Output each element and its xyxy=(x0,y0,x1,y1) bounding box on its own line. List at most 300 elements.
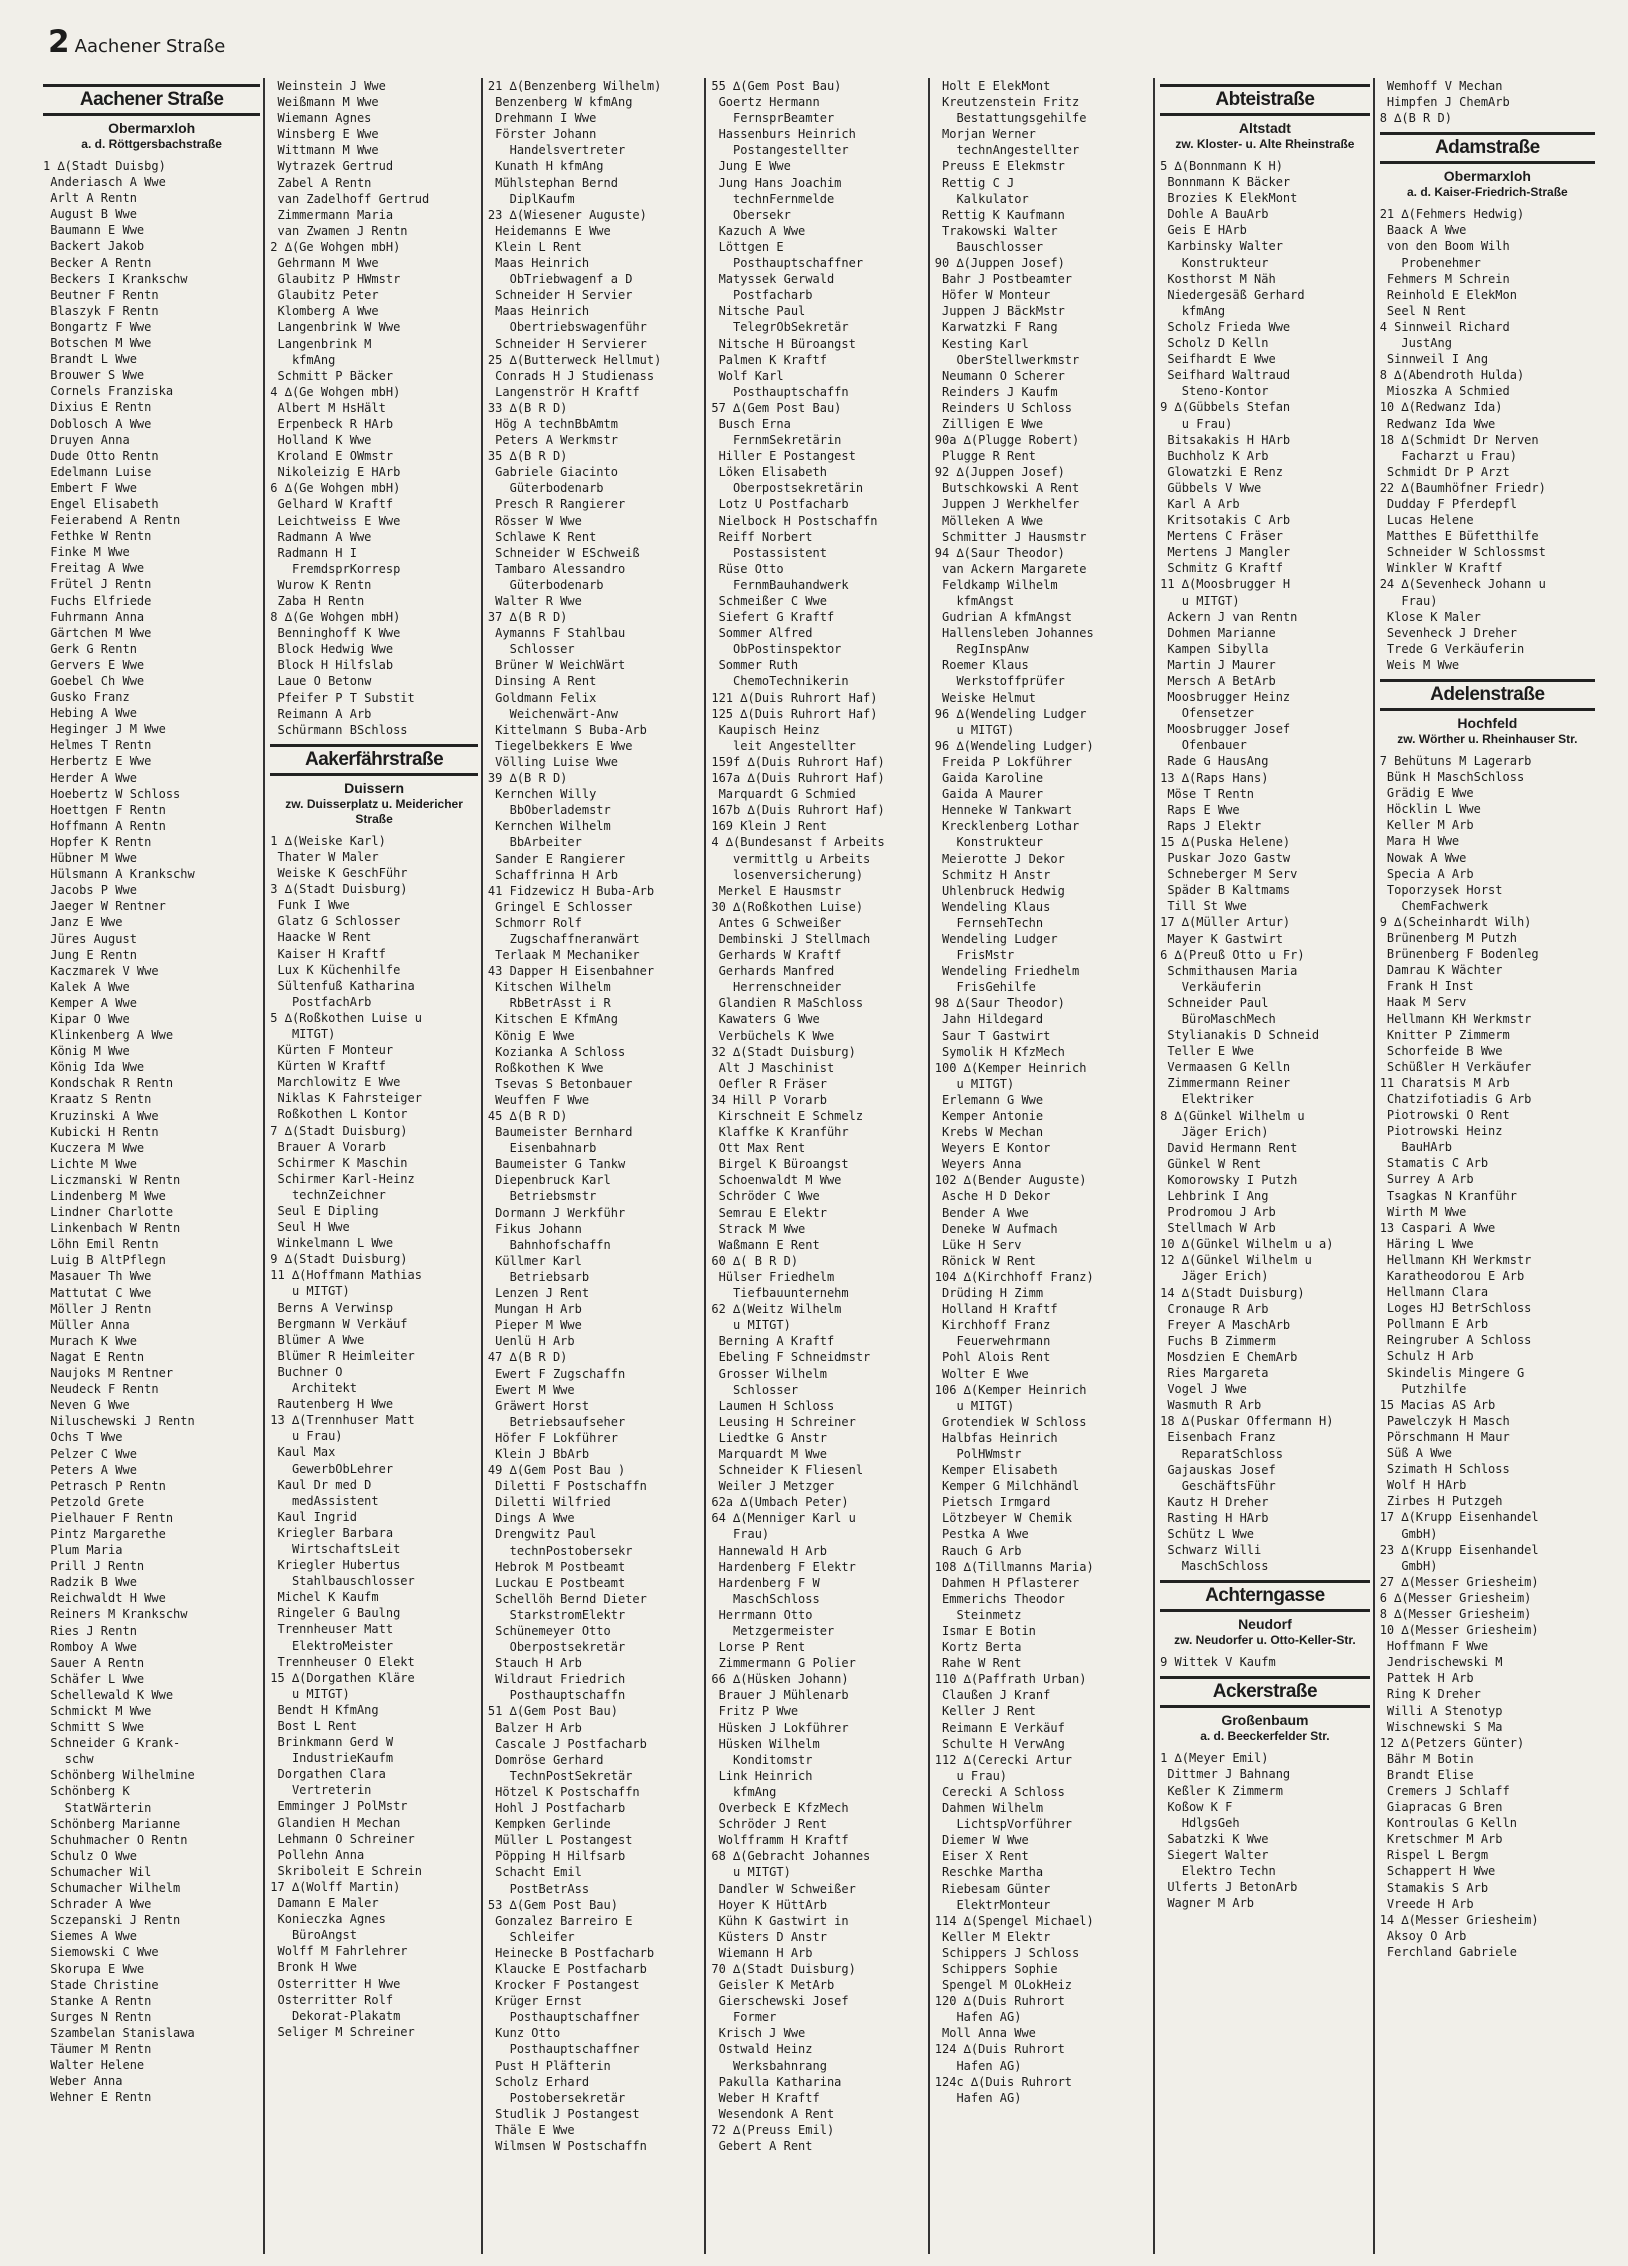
resident-entry: Marchlowitz E Wwe xyxy=(270,1075,401,1090)
resident-entry: Kraatz S Rentn xyxy=(43,1092,152,1107)
resident-entry: 2 ∆(Ge Wohgen mbH) xyxy=(270,239,401,254)
resident-entry: WirtschaftsLeit xyxy=(270,1541,401,1556)
resident-entry: Dorgathen Clara xyxy=(270,1767,386,1782)
resident-entry: Block H Hilfslab xyxy=(270,658,394,673)
resident-entry: Langenströr H Kraftf xyxy=(487,384,640,399)
resident-entry: Lindenberg M Wwe xyxy=(43,1189,166,1203)
resident-entry: Diletti Wilfried xyxy=(487,1495,611,1510)
resident-entry: Nitsche Paul xyxy=(711,304,806,319)
resident-entry: Kunz Otto xyxy=(487,2026,561,2041)
resident-entry: GeschäftsFühr xyxy=(1160,1478,1276,1493)
resident-entry: Juppen J BäckMstr xyxy=(934,304,1065,319)
resident-entry: Ries Margareta xyxy=(1160,1366,1269,1381)
resident-entry: Naujoks M Rentner xyxy=(43,1366,174,1381)
resident-entry: Goebel Ch Wwe xyxy=(43,674,145,688)
resident-entry: Sommer Ruth xyxy=(711,658,799,673)
resident-entry: Raps J Elektr xyxy=(1160,818,1262,833)
resident-entry: Siegert Walter xyxy=(1160,1847,1269,1862)
resident-entry: 8 ∆(Ge Wohgen mbH) xyxy=(270,610,401,625)
resident-entry: 43 Dapper H Eisenbahner xyxy=(487,964,655,979)
resident-entry: Schlosser xyxy=(487,642,575,657)
resident-entry: Kalkulator xyxy=(934,191,1029,206)
resident-entry: Weber Anna xyxy=(43,2074,123,2089)
resident-entry: Gerhards Manfred xyxy=(711,964,835,979)
resident-entry: u MITGT) xyxy=(934,1076,1015,1091)
resident-entry: Schönberg Wilhelmine xyxy=(43,1768,195,1783)
resident-entry: Pelzer C Wwe xyxy=(43,1446,137,1461)
resident-entry: Stellmach W Arb xyxy=(1160,1221,1276,1236)
resident-entry: Pieper M Wwe xyxy=(487,1318,582,1333)
resident-entry: Müller L Postangest xyxy=(487,1833,633,1848)
resident-entry: Kipar O Wwe xyxy=(43,1011,130,1026)
resident-entry: FernsehTechn xyxy=(934,915,1044,930)
resident-entry: Klaffke K Kranführ xyxy=(711,1125,849,1140)
resident-entry: Pielhauer F Rentn xyxy=(43,1510,174,1525)
resident-entry: Ackern J van Rentn xyxy=(1160,609,1298,624)
resident-entry: 70 ∆(Stadt Duisburg) xyxy=(711,1961,856,1976)
resident-entry: Surrey A Arb xyxy=(1379,1172,1474,1187)
district-name: Neudorf xyxy=(1238,1616,1292,1633)
resident-entry: Stamakis S Arb xyxy=(1379,1880,1489,1895)
resident-entry: Botschen M Wwe xyxy=(43,336,152,351)
resident-entry: Plum Maria xyxy=(43,1543,123,1558)
resident-entry: Peters A Werkmstr xyxy=(487,433,618,448)
resident-entry: Verbüchels K Wwe xyxy=(711,1028,835,1043)
resident-entry: 8 ∆(Abendroth Hulda) xyxy=(1379,368,1525,383)
resident-entry: Kaul Ingrid xyxy=(270,1509,357,1524)
resident-entry: Lux K Küchenhilfe xyxy=(270,962,401,977)
street-location: a. d. Beeckerfelder Str. xyxy=(1200,1729,1330,1744)
resident-entry: Haak M Serv xyxy=(1379,995,1467,1010)
resident-entry: Hardenberg F W xyxy=(711,1575,820,1590)
resident-entry: Fuhrmann Anna xyxy=(43,609,145,624)
resident-entry: Dittmer J Bahnang xyxy=(1160,1767,1291,1782)
resident-entry: kfmAng xyxy=(711,1784,777,1799)
resident-entry: Krebs W Mechan xyxy=(934,1125,1044,1140)
resident-entry: 7 ∆(Stadt Duisburg) xyxy=(270,1123,408,1138)
resident-entry: Schippers J Schloss xyxy=(934,1945,1080,1960)
resident-entry: Reimann E Verkäuf xyxy=(934,1720,1065,1735)
resident-entry: Hafen AG) xyxy=(934,2010,1022,2025)
resident-entry: Holland H Kraftf xyxy=(934,1302,1058,1317)
resident-entry: Feldkamp Wilhelm xyxy=(934,577,1058,592)
resident-entry: Tsevas S Betonbauer xyxy=(487,1076,633,1091)
resident-entry: 18 ∆(Schmidt Dr Nerven xyxy=(1379,432,1539,447)
resident-entry: Marquardt G Schmied xyxy=(711,787,856,802)
street-heading xyxy=(1380,679,1595,747)
resident-entry: Antes G Schweißer xyxy=(711,915,842,930)
resident-entry: Luig B AltPflegn xyxy=(43,1253,166,1268)
resident-entry: Wesendonk A Rent xyxy=(711,2106,835,2121)
resident-entry: MITGT) xyxy=(270,1026,336,1041)
resident-entry: u Frau) xyxy=(1160,416,1233,431)
resident-entry: Bestattungsgehilfe xyxy=(934,111,1087,126)
resident-entry: 17 ∆(Krupp Eisenhandel xyxy=(1379,1510,1539,1525)
resident-entry: Toporzysek Horst xyxy=(1379,882,1503,897)
resident-entry: Ebeling F Schneidmstr xyxy=(711,1350,871,1365)
resident-entry: Skorupa E Wwe xyxy=(43,1961,145,1976)
resident-entry: 8 ∆(B R D) xyxy=(1379,111,1452,126)
resident-entry: 41 Fidzewicz H Buba-Arb xyxy=(487,883,655,898)
resident-entry: Schaffrinna H Arb xyxy=(487,867,618,882)
resident-entry: Wolf H HArb xyxy=(1379,1478,1467,1493)
resident-entry: Facharzt u Frau) xyxy=(1379,448,1517,463)
resident-entry: 4 Sinnweil Richard xyxy=(1379,319,1510,334)
resident-entry: Lehbrink I Ang xyxy=(1160,1189,1269,1203)
resident-entry: Fuchs B Zimmerm xyxy=(1160,1333,1276,1348)
resident-entry: Feierabend A Rentn xyxy=(43,513,181,528)
resident-entry: Posthauptschaffn xyxy=(711,384,849,399)
resident-entry: Bonnmann K Bäcker xyxy=(1160,175,1291,190)
resident-entry: Güterbodenarb xyxy=(487,577,604,592)
resident-entry: Blümer A Wwe xyxy=(270,1332,365,1347)
resident-entry: Waßmann E Rent xyxy=(711,1237,820,1252)
resident-entry: 96 ∆(Wendeling Ludger) xyxy=(934,738,1094,753)
resident-entry: Piotrowski Heinz xyxy=(1379,1124,1503,1139)
street-location: a. d. Röttgersbachstraße xyxy=(81,137,222,151)
resident-entry: van Ackern Margarete xyxy=(934,561,1087,576)
resident-entry: Pollmann E Arb xyxy=(1379,1317,1489,1332)
resident-entry: Leichtweiss E Wwe xyxy=(270,513,401,528)
resident-entry: Glandien H Mechan xyxy=(270,1815,401,1830)
resident-entry: König E Wwe xyxy=(487,1028,575,1043)
resident-entry: Mersch A BetArb xyxy=(1160,674,1276,688)
resident-entry: Fehmers M Schrein xyxy=(1379,271,1510,286)
resident-entry: Radmann A Wwe xyxy=(270,529,372,544)
resident-entry: Schwarz Willi xyxy=(1160,1543,1262,1558)
resident-entry: Bongartz F Wwe xyxy=(43,319,152,334)
resident-entry: Krisch J Wwe xyxy=(711,2026,806,2041)
resident-entry: Postassistent xyxy=(711,545,827,560)
resident-entry: Vreede H Arb xyxy=(1379,1896,1474,1911)
resident-entry: GewerbObLehrer xyxy=(270,1461,394,1476)
resident-entry: Sauer A Rentn xyxy=(43,1655,145,1670)
resident-entry: ElektrMonteur xyxy=(934,1897,1051,1912)
resident-entry: von den Boom Wilh xyxy=(1379,239,1510,254)
resident-entry: Kozianka A Schloss xyxy=(487,1044,626,1059)
resident-entry: Former xyxy=(711,2010,777,2025)
resident-entry: Fethke W Rentn xyxy=(43,529,152,544)
resident-entry: u MITGT) xyxy=(1160,593,1240,608)
resident-entry: Posthauptschaffner xyxy=(711,256,864,271)
resident-entry: vermittlg u Arbeits xyxy=(711,851,871,866)
resident-entry: Weichenwärt-Anw xyxy=(487,706,618,721)
resident-entry: Lüke H Serv xyxy=(934,1237,1022,1252)
resident-entry: Bauschlosser xyxy=(934,239,1044,254)
resident-entry: 15 ∆(Puska Helene) xyxy=(1160,834,1291,849)
resident-entry: Keßler K Zimmerm xyxy=(1160,1783,1283,1798)
resident-entry: Embert F Wwe xyxy=(43,480,137,495)
resident-entry: Kubicki H Rentn xyxy=(43,1124,159,1139)
resident-entry: 30 ∆(Roßkothen Luise) xyxy=(711,899,864,914)
resident-entry: Reiners M Krankschw xyxy=(43,1607,188,1622)
resident-entry: Schirmer K Maschin xyxy=(270,1155,408,1170)
resident-entry: Freyer A MaschArb xyxy=(1160,1317,1291,1332)
resident-entry: Dahmen H Pflasterer xyxy=(934,1575,1080,1590)
resident-entry: schw xyxy=(43,1752,94,1767)
resident-entry: Brouwer S Wwe xyxy=(43,368,145,383)
resident-entry: Kunath H kfmAng xyxy=(487,159,604,174)
resident-entry: Frau) xyxy=(1379,593,1438,608)
resident-entry: IndustrieKaufm xyxy=(270,1751,394,1766)
resident-entry: Vertreterin xyxy=(270,1783,372,1798)
resident-entry: Freitag A Wwe xyxy=(43,561,145,576)
resident-entry: Hebing A Wwe xyxy=(43,706,137,721)
resident-entry: Mungan H Arb xyxy=(487,1302,582,1317)
resident-entry: 167a ∆(Duis Ruhrort Haf) xyxy=(711,771,885,786)
resident-entry: Roemer Klaus xyxy=(934,658,1029,673)
resident-entry: Langenbrink W Wwe xyxy=(270,320,401,335)
resident-entry: Trede G Verkäuferin xyxy=(1379,641,1525,656)
resident-entry: Michel K Kaufm xyxy=(270,1590,379,1605)
resident-entry: Funk I Wwe xyxy=(270,898,350,913)
resident-entry: Arlt A Rentn xyxy=(43,191,137,206)
resident-entry: MaschSchloss xyxy=(711,1591,820,1606)
resident-entry: Mertens J Mangler xyxy=(1160,545,1291,560)
resident-entry: Ferchland Gabriele xyxy=(1379,1944,1517,1959)
resident-entry: Jacobs P Wwe xyxy=(43,883,137,898)
resident-entry: Haacke W Rent xyxy=(270,930,372,945)
resident-entry: Tambaro Alessandro xyxy=(487,561,626,576)
resident-entry: Kernchen Willy xyxy=(487,787,597,802)
resident-entry: Schneider W Schlossmst xyxy=(1379,545,1546,560)
resident-entry: Lucas Helene xyxy=(1379,513,1474,528)
resident-entry: Kaul Max xyxy=(270,1445,336,1460)
resident-entry: Damrau K Wächter xyxy=(1379,963,1503,978)
resident-entry: Hopfer K Rentn xyxy=(43,834,152,849)
resident-entry: Kirchhoff Franz xyxy=(934,1318,1051,1333)
resident-entry: Schröder C Wwe xyxy=(711,1189,820,1204)
resident-entry: 8 ∆(Messer Griesheim) xyxy=(1379,1606,1532,1621)
resident-entry: Rüse Otto xyxy=(711,561,784,576)
resident-entry: Metzgermeister xyxy=(711,1624,835,1638)
resident-entry: Lindner Charlotte xyxy=(43,1205,174,1220)
resident-entry: Postangestellter xyxy=(711,143,849,158)
resident-entry: Gräwert Horst xyxy=(487,1398,590,1413)
resident-entry: Hülsmann A Krankschw xyxy=(43,867,195,882)
column-4 xyxy=(706,78,929,2254)
resident-entry: Walter R Wwe xyxy=(487,594,582,608)
resident-entry: 1 ∆(Weiske Karl) xyxy=(270,833,386,848)
resident-entry: kfmAngst xyxy=(934,594,1015,608)
resident-entry: Aksoy O Arb xyxy=(1379,1928,1467,1943)
resident-entry: Zilligen E Wwe xyxy=(934,416,1044,431)
resident-entry: Jahn Hildegard xyxy=(934,1012,1044,1027)
resident-entry: Roßkothen K Wwe xyxy=(487,1060,604,1075)
resident-entry: Postfacharb xyxy=(711,288,813,303)
resident-entry: Gabriele Giacinto xyxy=(487,465,618,480)
resident-entry: 4 ∆(Ge Wohgen mbH) xyxy=(270,384,401,399)
resident-entry: Gudrian A kfmAngst xyxy=(934,610,1073,625)
resident-entry: Bahnhofschaffn xyxy=(487,1237,611,1252)
resident-entry: Uenlü H Arb xyxy=(487,1334,575,1349)
resident-entry: Baumeister G Tankw xyxy=(487,1157,626,1172)
resident-entry: 25 ∆(Butterweck Hellmut) xyxy=(487,352,662,367)
resident-entry: Moll Anna Wwe xyxy=(934,2026,1036,2041)
resident-entry: Kroland E OWmstr xyxy=(270,449,394,464)
resident-entry: Raps E Wwe xyxy=(1160,802,1240,817)
resident-entry: Gärtchen M Wwe xyxy=(43,625,152,640)
resident-entry: medAssistent xyxy=(270,1493,379,1508)
resident-entry: Sander E Rangierer xyxy=(487,851,626,866)
resident-entry: Berns A Verwinsp xyxy=(270,1300,394,1315)
resident-entry: Masauer Th Wwe xyxy=(43,1269,152,1284)
resident-entry: Krecklenberg Lothar xyxy=(934,819,1080,834)
resident-entry: Radzik B Wwe xyxy=(43,1575,137,1590)
resident-entry: Reschke Martha xyxy=(934,1865,1044,1880)
resident-entry: Grotendiek W Schloss xyxy=(934,1414,1087,1429)
resident-entry: Brandt Elise xyxy=(1379,1767,1474,1782)
resident-entry: 21 ∆(Benzenberg Wilhelm) xyxy=(487,79,662,93)
resident-entry: Brauer A Vorarb xyxy=(270,1139,386,1154)
resident-entry: Schappert H Wwe xyxy=(1379,1864,1496,1879)
resident-entry: Stauch H Arb xyxy=(487,1656,582,1671)
resident-entry: Pöpping H Hilfsarb xyxy=(487,1849,626,1864)
resident-entry: 167b ∆(Duis Ruhrort Haf) xyxy=(711,803,885,818)
resident-entry: Koßow K F xyxy=(1160,1799,1233,1814)
resident-entry: technPostobersekr xyxy=(487,1543,633,1558)
resident-entry: u Frau) xyxy=(270,1429,343,1444)
resident-entry: Liedtke G Anstr xyxy=(711,1430,827,1445)
resident-entry: 96 ∆(Wendeling Ludger xyxy=(934,706,1087,721)
resident-entry: Becker A Rentn xyxy=(43,255,152,270)
resident-entry: 100 ∆(Kemper Heinrich xyxy=(934,1060,1087,1075)
resident-entry: Gerk G Rentn xyxy=(43,641,137,656)
resident-entry: Schumacher Wil xyxy=(43,1864,152,1879)
resident-entry: Rettig C J xyxy=(934,175,1015,190)
resident-entry: Schirmer Karl-Heinz xyxy=(270,1171,415,1186)
resident-entry: Seul E Dipling xyxy=(270,1204,379,1218)
resident-entry: Hülser Friedhelm xyxy=(711,1269,835,1284)
resident-entry: 106 ∆(Kemper Heinrich xyxy=(934,1382,1087,1397)
resident-entry: Balzer H Arb xyxy=(487,1720,582,1735)
resident-entry: Geis E HArb xyxy=(1160,223,1247,238)
resident-entry: Dohle A BauArb xyxy=(1160,207,1269,222)
resident-entry: Bähr M Botin xyxy=(1379,1751,1474,1766)
resident-entry: Grädig E Wwe xyxy=(1379,786,1474,801)
resident-entry: PolHWmstr xyxy=(934,1446,1022,1461)
resident-entry: Ries J Rentn xyxy=(43,1623,137,1638)
resident-entry: Kruzinski A Wwe xyxy=(43,1108,159,1123)
resident-entry: Kampen Sibylla xyxy=(1160,641,1269,656)
resident-entry: Drüding H Zimm xyxy=(934,1286,1044,1301)
resident-entry: Wurow K Rentn xyxy=(270,577,372,592)
resident-entry: König M Wwe xyxy=(43,1044,130,1059)
resident-entry: 51 ∆(Gem Post Bau) xyxy=(487,1704,618,1719)
resident-entry: Rade G HausAng xyxy=(1160,754,1269,769)
resident-entry: Reichwaldt H Wwe xyxy=(43,1591,166,1606)
resident-entry: Ewert M Wwe xyxy=(487,1382,575,1397)
resident-entry: Reingruber A Schloss xyxy=(1379,1333,1532,1348)
resident-entry: Bitsakakis H HArb xyxy=(1160,432,1291,447)
resident-entry: 159f ∆(Duis Ruhrort Haf) xyxy=(711,754,885,769)
resident-entry: Juppen J Werkhelfer xyxy=(934,497,1080,512)
column-5 xyxy=(930,78,1155,2254)
resident-entry: Neudeck F Rentn xyxy=(43,1382,159,1397)
resident-entry: Pattek H Arb xyxy=(1379,1671,1474,1686)
resident-entry: Szimath H Schloss xyxy=(1379,1462,1510,1477)
resident-entry: Weiske Helmut xyxy=(934,690,1036,705)
resident-entry: Butschkowski A Rent xyxy=(934,481,1080,496)
resident-entry: GmbH) xyxy=(1379,1558,1438,1573)
resident-entry: Link Heinrich xyxy=(711,1768,813,1783)
resident-entry: 10 ∆(Günkel Wilhelm u a) xyxy=(1160,1237,1334,1252)
resident-entry: BauHArb xyxy=(1379,1140,1452,1155)
resident-entry: Doblosch A Wwe xyxy=(43,416,152,431)
resident-entry: Wiemann H Arb xyxy=(711,1945,813,1960)
resident-entry: Löhn Emil Rentn xyxy=(43,1237,159,1252)
resident-entry: Werkstoffprüfer xyxy=(934,674,1065,689)
resident-entry: Mölleken A Wwe xyxy=(934,513,1044,528)
resident-entry: Himpfen J ChemArb xyxy=(1379,95,1510,110)
district-name: Hochfeld xyxy=(1457,715,1518,731)
resident-entry: Vermaasen G Kelln xyxy=(1160,1060,1291,1075)
resident-entry: Surges N Rentn xyxy=(43,2009,152,2024)
resident-entry: 22 ∆(Baumhöfner Friedr) xyxy=(1379,480,1546,495)
resident-entry: 13 ∆(Trennhuser Matt xyxy=(270,1413,415,1428)
resident-entry: Baumeister Bernhard xyxy=(487,1125,633,1140)
resident-entry: Till St Wwe xyxy=(1160,899,1247,914)
resident-entry: 9 ∆(Gübbels Stefan xyxy=(1160,400,1291,415)
resident-entry: Sabatzki K Wwe xyxy=(1160,1831,1269,1846)
resident-entry: Piotrowski O Rent xyxy=(1379,1108,1510,1123)
resident-entry: Mara H Wwe xyxy=(1379,834,1460,849)
directory-columns xyxy=(38,78,1598,2254)
resident-entry: Finke M Wwe xyxy=(43,545,130,560)
resident-entry: Probenehmer xyxy=(1379,255,1481,270)
resident-entry: Kaupisch Heinz xyxy=(711,722,820,737)
resident-entry: 5 ∆(Bonnmann K H) xyxy=(1160,159,1283,173)
resident-entry: Peters A Wwe xyxy=(43,1462,137,1477)
resident-entry: Sinnweil I Ang xyxy=(1379,352,1489,367)
resident-entry: Küllmer Karl xyxy=(487,1253,582,1268)
resident-entry: MaschSchloss xyxy=(1160,1559,1269,1574)
resident-entry: Druyen Anna xyxy=(43,432,130,447)
resident-entry: Keller M Elektr xyxy=(934,1929,1051,1944)
resident-entry: Rauch G Arb xyxy=(934,1543,1022,1558)
resident-entry: 57 ∆(Gem Post Bau) xyxy=(711,400,842,415)
resident-entry: Heinecke B Postfacharb xyxy=(487,1945,655,1960)
street-name: Abteistraße xyxy=(1160,84,1370,116)
resident-entry: Ofenbauer xyxy=(1160,738,1247,753)
resident-entry: Goldmann Felix xyxy=(487,690,597,705)
resident-entry: Damann E Maler xyxy=(270,1896,379,1911)
resident-entry: Kawaters G Wwe xyxy=(711,1012,820,1027)
resident-entry: Herbertz E Wwe xyxy=(43,754,152,769)
resident-entry: Drengwitz Paul xyxy=(487,1527,597,1542)
resident-entry: 1 ∆(Stadt Duisbg) xyxy=(43,159,166,173)
resident-entry: Schmeißer C Wwe xyxy=(711,594,827,608)
resident-entry: Schmitt P Bäcker xyxy=(270,368,394,383)
resident-entry: Gübbels V Wwe xyxy=(1160,480,1262,495)
resident-entry: Wolff M Fahrlehrer xyxy=(270,1944,408,1959)
resident-entry: Wasmuth R Arb xyxy=(1160,1398,1262,1413)
resident-entry: Lenzen J Rent xyxy=(487,1286,590,1301)
street-name: Adamstraße xyxy=(1380,132,1595,164)
resident-entry: Hallensleben Johannes xyxy=(934,626,1094,641)
resident-entry: Seul H Wwe xyxy=(270,1220,350,1235)
resident-entry: Reinhold E ElekMon xyxy=(1379,287,1517,302)
resident-entry: Hassenburs Heinrich xyxy=(711,127,856,142)
resident-entry: Reinders J Kaufm xyxy=(934,384,1058,399)
resident-entry: Kreutzenstein Fritz xyxy=(934,95,1080,110)
resident-entry: Hötzel K Postschaffn xyxy=(487,1784,640,1799)
resident-entry: 114 ∆(Spengel Michael) xyxy=(934,1913,1094,1928)
resident-entry: Wolf Karl xyxy=(711,368,784,383)
resident-entry: Lotz U Postfacharb xyxy=(711,497,849,512)
resident-entry: Höcklin L Wwe xyxy=(1379,802,1481,817)
resident-entry: u MITGT) xyxy=(934,722,1015,737)
